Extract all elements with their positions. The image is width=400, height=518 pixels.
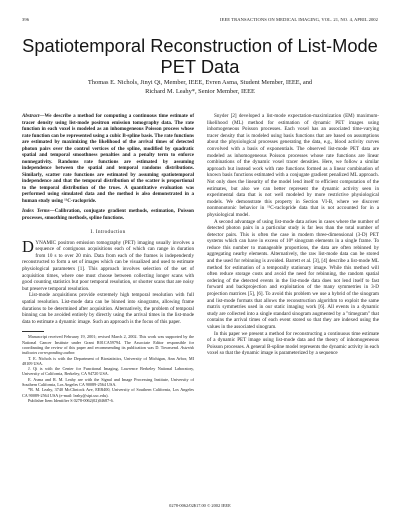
abstract-text: We describe a method for computing a continuous time estimate of tracer density using list-mode positron emission tomography data. The rate function in each voxel is modeled as an inhomogeneous Poisson process whose rate function can be represented using a cubic B-spline basis. The rate functions are estimated by maximizing the likelihood of the arrival times of detected photon pairs over the control vertices of the spline, modified by quadratic spatial and temporal smoothness penalties and a penalty term to enforce nonnegativity. Randoms rate functions are estimated by assuming independence between the spatial and temporal randoms distributions. Similarly, scatter rate functions are estimated by assuming spatiotemporal independence and that the temporal distribution of the scatter is proportional to the temporal distribution of the trues. A quantitative evaluation was performed using simulated data and the method is also demonstrated in a human study using ¹¹C-raclopride. xyxy=(22,113,194,204)
body-paragraph-this-paper: In this paper we present a method for reconstructing a continuous time estimate of a dynamic PET image using list-mode data and the theory of inhomogeneous Poisson processes. A general B-spline model represents the dynamic activity in each voxel so that the dynamic image is parameterized by a sequence xyxy=(207,330,379,357)
body-paragraph-snyder: Snyder [2] developed a list-mode expectation-maximization (EM) maximum-likelihood (ML) method for estimation of dynamic PET images using inhomogeneous Poisson processes. Each voxel has an associated time-varying tracer density that is modeled using basis functions that are based on assumptions about the physiological processes generating the data, e.g., blood activity curves convolved with a basis of exponentials. The observed list-mode PET data are modeled as inhomogeneous Poisson processes whose rate functions are linear combinations of the dynamic voxel tracer densities. Here, we follow a similar approach but instead work with rate functions formed as a linear combination of known basis functions estimated with a conjugate gradient penalized ML approach. Not only does the linearity of the model lend itself to efficient computation of the estimates, but also we can better represent the dynamic activity seen in experimental data that is not well modeled by more restrictive physiological models. We demonstrate this property in Section VI-B, where we discover nonmonotonic behavior in ¹¹C-raclopride data that is not accounted for in a physiological model. xyxy=(207,113,379,218)
index-terms-text: Calibration, conjugate gradient methods, estimation, Poisson processes, smoothing methods, spline functions. xyxy=(22,208,194,221)
footnote-manuscript-text: Manuscript received February 19, 2001; revised March 2, 2002. This work was supported by the National Cancer Institute under Grant R01CA59794. The Associate Editor responsible for coordinating the review of this paper and recommending its publication was D. Townsend. xyxy=(22,334,194,350)
left-column xyxy=(22,113,194,403)
copyright-line: 0278-0062/02$17.00 © 2002 IEEE xyxy=(169,503,231,508)
intro-paragraph-2: List-mode acquisitions provide extremely high temporal resolution with full spatial resolution. List-mode data can be binned into sinograms, allowing frame durations to be determined after acquisition. Alternatively, the problem of temporal binning can be avoided entirely by directly using the arrival times in the list-mode data to estimate a dynamic image. Such an approach is the focus of this paper. xyxy=(22,292,194,325)
intro-paragraph-1-text: YNAMIC positron emission tomography (PET) imaging usually involves a sequence of contiguous acquisitions each of which can range in duration from 10 s to over 20 min. Data from each of the frames is independently reconstructed to form a set of images which can be visualized and used to estimate physiological parameters [1]. This approach involves selection of the set of acquisition times, where one must choose between collecting longer scans with good counting statistics but poor temporal resolution, or shorter scans that are noisy but preserve temporal resolution. xyxy=(22,239,194,292)
body-paragraph-second-advantage: A second advantage of using list-mode data arises in cases where the number of detected photon pairs in a particular study is far less than the total number of detector pairs. This is often the case in modern three-dimensional (3-D) PET systems which can have in excess of 10⁸ sinogram elements in a single frame. To reduce this number to manageable proportions, the data are often rebinned by aggregating nearby elements. Alternatively, the raw list-mode data can be stored and the used for rebinning is avoided. Barrett et al. [3], [4] describe a list-mode ML method for estimation of a temporally stationary image. While this method will often reduce storage costs and avoid the need for rebinning, the random spatial ordering of the detected events in the list-mode data does not lend itself to fast forward and backprojection and exploitation of the many symmetries in 3-D projection matrices [5], [6]. To avoid this problem we use a hybrid of the sinogram and list-mode formats that allows the reconstruction algorithm to exploit the same matrix symmetries used in our static imaging work [6]. All events in a dynamic study are collected into a single standard sinogram augmented by a "timegram" that contains the arrival times of each event stored so that they are indexed using the values in the associated sinogram. xyxy=(207,218,379,330)
abstract-lead: Abstract— xyxy=(22,113,45,119)
footnote-divider xyxy=(22,331,44,332)
right-column xyxy=(207,113,379,357)
index-terms-lead: Index Terms— xyxy=(22,208,55,214)
footnote-affiliation-nichols: T. E. Nichols is with the Department of Biostatistics, University of Michigan, Ann Arbor, MI 48109 USA. xyxy=(22,355,194,366)
page-number: 396 xyxy=(22,17,30,22)
footnote-corresponding-author: Asterisk indicates corresponding author. xyxy=(22,344,195,356)
footnote-corresponding-address: *R. M. Leahy, 3740 McClintock Ave, EEB400, University of Southern California, Los Angeles CA 90089-2564 USA (e-mail: leahy@sipi.usc.edu). xyxy=(22,387,194,398)
journal-name: IEEE TRANSACTIONS ON MEDICAL IMAGING, VOL. 21, NO. 4, APRIL 2002 xyxy=(220,17,378,22)
index-terms xyxy=(22,208,194,221)
footnote-publisher-id: Publisher Item Identifier S 0278-0062(02)04687-6. xyxy=(28,397,114,403)
footnote-affiliation-asma-leahy: E. Asma and R. M. Leahy are with the Signal and Image Processing Institute, University of Southern California, Los Angeles CA 90089-2564 USA. xyxy=(22,376,194,387)
footnote-affiliation-qi: J. Qi is with the Center for Functional Imaging, Lawrence Berkeley National Laboratory, University of California, Berkeley, CA 94720 USA. xyxy=(22,366,194,377)
abstract xyxy=(22,113,194,204)
footnote-manuscript xyxy=(22,334,194,355)
section-heading-introduction: I. Introduction xyxy=(90,229,126,235)
intro-paragraph-1 xyxy=(22,237,194,293)
author-line-2: Richard M. Leahy*, Senior Member, IEEE xyxy=(145,87,255,95)
drop-cap: D xyxy=(22,237,34,257)
author-list xyxy=(20,79,380,96)
author-line-1: Thomas E. Nichols, Jinyi Qi, Member, IEEE, Evren Asma, Student Member, IEEE, and xyxy=(87,79,313,86)
paper-title: Spatiotemporal Reconstruction of List-Mode PET Data xyxy=(22,35,378,77)
running-header xyxy=(22,17,378,23)
